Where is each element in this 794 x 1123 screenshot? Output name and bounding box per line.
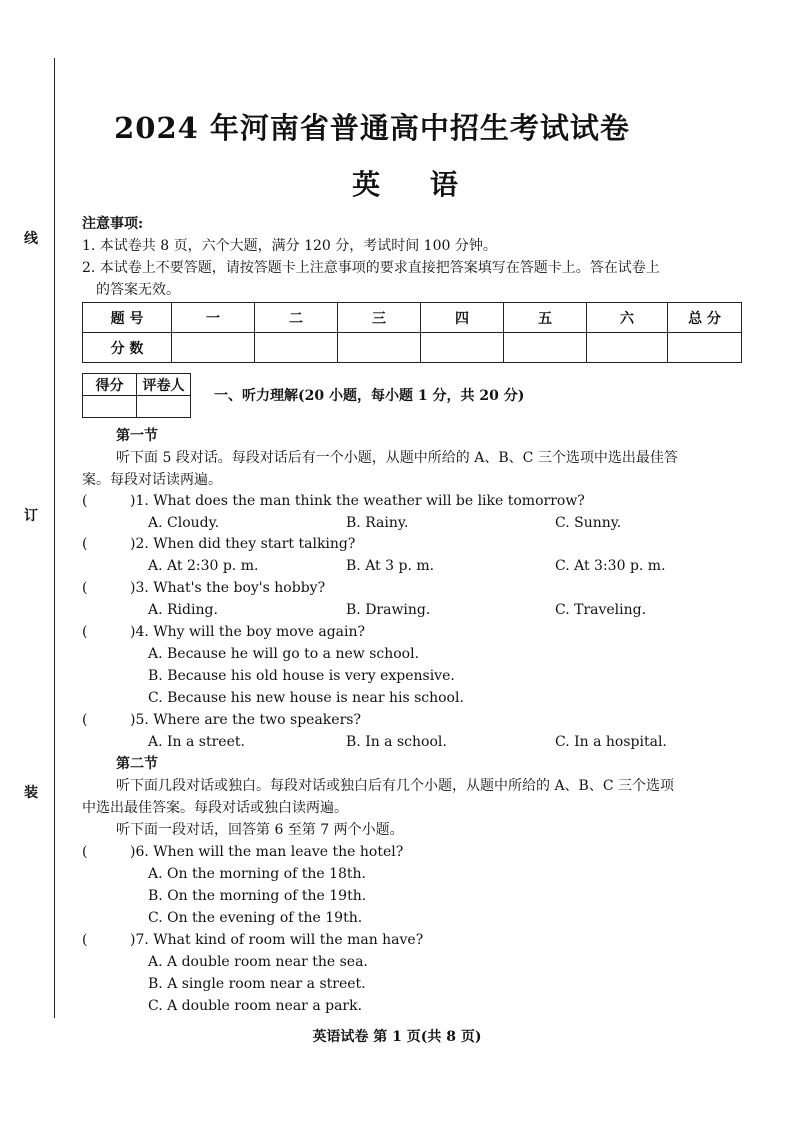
score-entry-cell [587, 333, 668, 363]
option-a: A. On the morning of the 18th. [148, 866, 366, 882]
question-text: )3. What's the boy's hobby? [130, 580, 326, 596]
page-footer: 英语试卷 第 1 页(共 8 页) [312, 1029, 482, 1045]
score-table-cell: 三 [338, 303, 421, 333]
score-table-score-row [83, 333, 742, 363]
option-a: A. Because he will go to a new school. [148, 646, 420, 662]
option-a: A. At 2:30 p. m. [148, 558, 259, 574]
option-b: B. Because his old house is very expensive. [148, 668, 455, 684]
option-a: A. Cloudy. [148, 515, 220, 531]
option-b: B. On the morning of the 19th. [148, 888, 367, 904]
answer-paren: ( [82, 932, 88, 948]
section-1-heading: 第一节 [116, 428, 158, 444]
part-1-title: 一、听力理解(20 小题，每小题 1 分，共 20 分) [214, 388, 525, 404]
option-c: C. At 3:30 p. m. [555, 558, 666, 574]
answer-paren: ( [82, 712, 88, 728]
score-table-cell: 二 [255, 303, 338, 333]
score-entry-cell [338, 333, 421, 363]
subject-title: 英 语 [352, 168, 478, 201]
answer-paren: ( [82, 580, 88, 596]
score-table-cell: 分 数 [83, 333, 172, 363]
score-table-cell: 题 号 [83, 303, 172, 333]
answer-paren: ( [82, 536, 88, 552]
score-entry-cell [172, 333, 255, 363]
option-c: C. On the evening of the 19th. [148, 910, 363, 926]
answer-paren: ( [82, 844, 88, 860]
question-5 [82, 709, 742, 731]
score-entry-cell [421, 333, 504, 363]
option-a: A. Riding. [148, 602, 218, 618]
question-text: )6. When will the man leave the hotel? [130, 844, 404, 860]
notice-item-1: 1. 本试卷共 8 页，六个大题，满分 120 分，考试时间 100 分钟。 [82, 238, 497, 254]
score-entry-cell [255, 333, 338, 363]
option-c: C. Traveling. [555, 602, 647, 618]
binding-char-order: 订 [24, 508, 38, 524]
option-a: A. A double room near the sea. [148, 954, 368, 970]
notice-heading: 注意事项: [82, 216, 144, 232]
question-text: )7. What kind of room will the man have? [130, 932, 424, 948]
option-c: C. A double room near a park. [148, 998, 363, 1014]
grader-name-label: 评卷人 [137, 374, 191, 396]
grader-score-cell [83, 396, 137, 418]
answer-paren: ( [82, 624, 88, 640]
question-text: )4. Why will the boy move again? [130, 624, 366, 640]
score-table-cell: 一 [172, 303, 255, 333]
option-c: C. Because his new house is near his school. [148, 690, 464, 706]
section-2-sub-instruction: 听下面一段对话，回答第 6 至第 7 两个小题。 [116, 822, 404, 838]
question-text: )1. What does the man think the weather will be like tomorrow? [130, 493, 585, 509]
grader-name-cell [137, 396, 191, 418]
score-entry-cell [504, 333, 587, 363]
section-2-instruction-line-2: 中选出最佳答案。每段对话或独白读两遍。 [82, 800, 348, 816]
answer-paren: ( [82, 493, 88, 509]
option-b: B. Rainy. [346, 515, 409, 531]
grader-score-label: 得分 [83, 374, 137, 396]
notice-item-2-line-1: 2. 本试卷上不要答题，请按答题卡上注意事项的要求直接把答案填写在答题卡上。答在试卷上 [82, 260, 660, 276]
option-b: B. In a school. [346, 734, 447, 750]
option-a: A. In a street. [148, 734, 245, 750]
question-text: )2. When did they start talking? [130, 536, 356, 552]
option-c: C. In a hospital. [555, 734, 667, 750]
section-1-instruction-line-2: 案。每段对话读两遍。 [82, 472, 222, 488]
score-table-cell: 六 [587, 303, 668, 333]
question-1 [82, 490, 742, 512]
score-table-cell: 总 分 [668, 303, 742, 333]
question-3 [82, 577, 742, 599]
option-c: C. Sunny. [555, 515, 622, 531]
section-1-instruction-line-1: 听下面 5 段对话。每段对话后有一个小题，从题中所给的 A、B、C 三个选项中选出最佳答 [116, 450, 678, 466]
score-table [82, 302, 742, 363]
option-b: B. A single room near a street. [148, 976, 366, 992]
section-2-instruction-line-1: 听下面几段对话或独白。每段对话或独白后有几个小题，从题中所给的 A、B、C 三个选项 [116, 778, 675, 794]
option-b: B. Drawing. [346, 602, 431, 618]
binding-char-line: 线 [24, 231, 38, 247]
exam-title: 2024 年河南省普通高中招生考试试卷 [114, 111, 630, 145]
score-table-cell: 四 [421, 303, 504, 333]
question-7 [82, 929, 742, 951]
score-table-cell: 五 [504, 303, 587, 333]
question-6 [82, 841, 742, 863]
question-2 [82, 533, 742, 555]
score-entry-cell [668, 333, 742, 363]
score-table-header-row [83, 303, 742, 333]
option-b: B. At 3 p. m. [346, 558, 435, 574]
question-text: )5. Where are the two speakers? [130, 712, 361, 728]
grader-box [82, 373, 191, 418]
section-2-heading: 第二节 [116, 756, 158, 772]
notice-item-2-line-2: 的答案无效。 [96, 282, 180, 298]
binding-char-bind: 装 [24, 785, 38, 801]
question-4 [82, 621, 742, 643]
